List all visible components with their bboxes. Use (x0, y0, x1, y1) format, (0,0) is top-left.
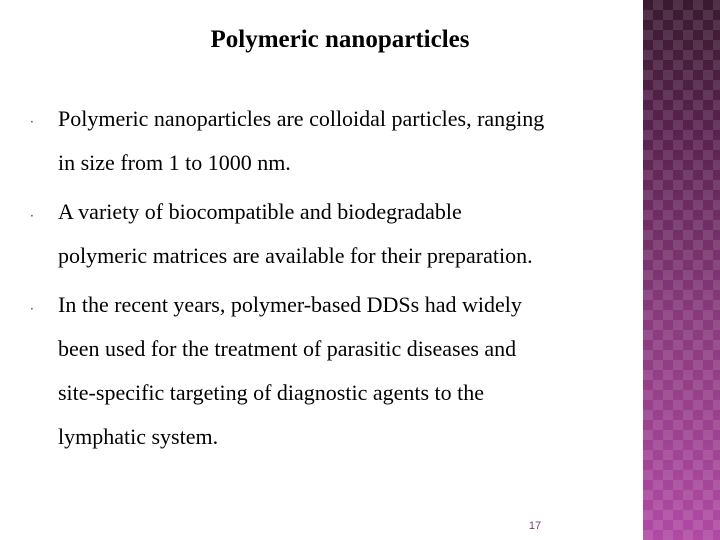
bullet-2-line-1: A variety of biocompatible and biodegradable (58, 199, 462, 224)
bullet-1-line-2: in size from 1 to 1000 nm. (58, 150, 291, 175)
bullet-3-line-1: In the recent years, polymer-based DDSs had widely (58, 292, 522, 317)
bullet-marker: · (30, 209, 34, 223)
bullet-3-line-4: lymphatic system. (58, 424, 219, 449)
slide-title: Polymeric nanoparticles (210, 26, 470, 53)
diamond-pattern (643, 0, 720, 540)
bullet-3-line-3: site-specific targeting of diagnostic agents to the (58, 380, 485, 405)
bullet-3-line-2: been used for the treatment of parasitic diseases and (58, 336, 517, 361)
decorative-side-panel (643, 0, 720, 540)
bullet-1-line-1: Polymeric nanoparticles are colloidal particles, ranging (58, 106, 545, 131)
bullet-marker: · (30, 302, 34, 316)
bullet-2-line-2: polymeric matrices are available for their preparation. (58, 243, 533, 268)
page-number: 17 (528, 520, 542, 532)
bullet-marker: · (30, 115, 34, 129)
